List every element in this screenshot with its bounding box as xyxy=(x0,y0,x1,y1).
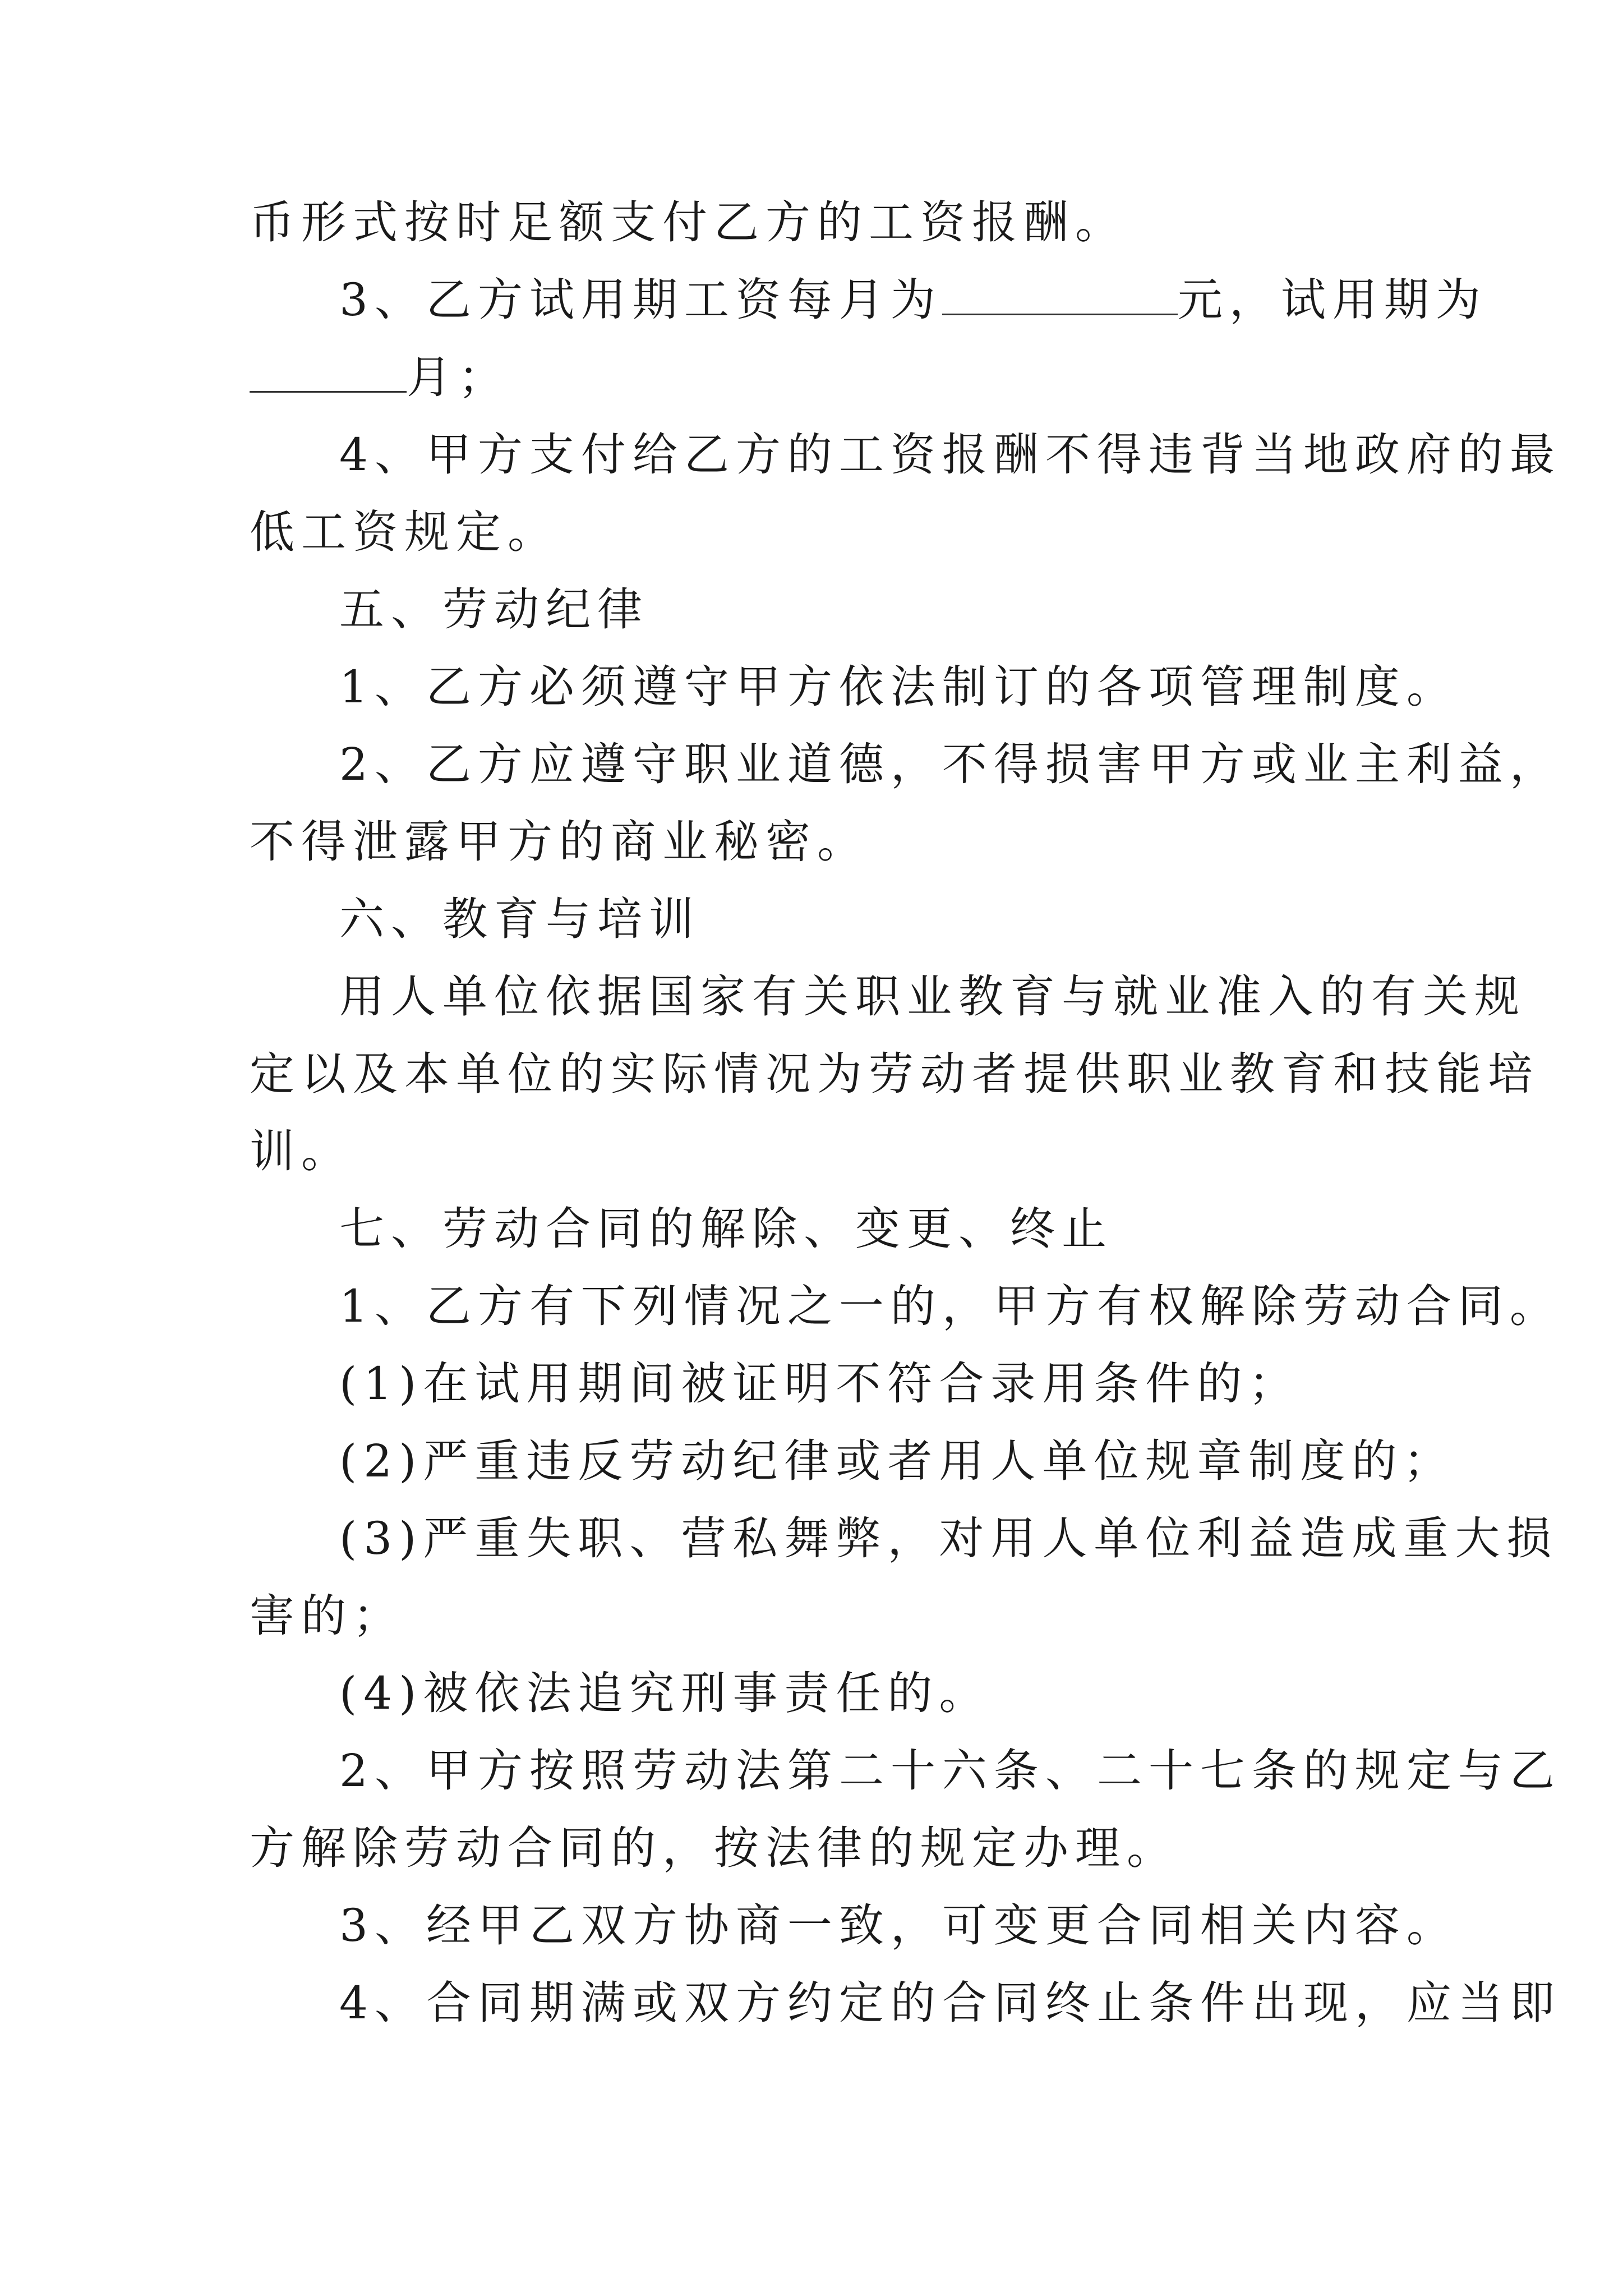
text-line: 害的； xyxy=(250,1590,404,1642)
contract-body xyxy=(250,184,1561,2042)
text-line: 币形式按时足额支付乙方的工资报酬。 xyxy=(250,196,1127,249)
section-heading: 七、劳动合同的解除、变更、终止 xyxy=(339,1203,1113,1255)
text-segment: 月； xyxy=(407,351,510,403)
list-item: (4)被依法追究刑事责任的。 xyxy=(339,1667,991,1719)
probation-wage-blank xyxy=(942,274,1178,315)
text-line: 用人单位依据国家有关职业教育与就业准入的有关规 xyxy=(339,970,1526,1023)
probation-months-line xyxy=(250,339,1388,416)
text-line: 1、乙方必须遵守甲方依法制订的各项管理制度。 xyxy=(339,661,1458,713)
text-line: 低工资规定。 xyxy=(250,506,559,558)
text-line: 定以及本单位的实际情况为劳动者提供职业教育和技能培 xyxy=(250,1048,1539,1100)
text-line: 2、甲方按照劳动法第二十六条、二十七条的规定与乙 xyxy=(339,1745,1561,1797)
text-segment: 元，试用期为 xyxy=(1177,274,1487,326)
list-item: (2)严重违反劳动纪律或者用人单位规章制度的； xyxy=(339,1435,1455,1487)
section-heading: 六、教育与培训 xyxy=(339,893,700,945)
text-line: 3、经甲乙双方协商一致，可变更合同相关内容。 xyxy=(339,1899,1458,1952)
text-line: 方解除劳动合同的，按法律的规定办理。 xyxy=(250,1822,1178,1874)
list-item: (1)在试用期间被证明不符合录用条件的； xyxy=(339,1358,1301,1410)
text-line: 4、合同期满或双方约定的合同终止条件出现，应当即 xyxy=(339,1977,1561,2029)
text-line: 4、甲方支付给乙方的工资报酬不得违背当地政府的最 xyxy=(339,429,1561,481)
text-line: 训。 xyxy=(250,1125,353,1177)
text-line: 不得泄露甲方的商业秘密。 xyxy=(250,816,869,868)
section-heading: 五、劳动纪律 xyxy=(339,583,649,636)
text-line: 1、乙方有下列情况之一的，甲方有权解除劳动合同。 xyxy=(339,1280,1561,1332)
wage-probation-line xyxy=(250,261,1487,339)
text-segment: 3、乙方试用期工资每月为 xyxy=(339,274,942,326)
probation-months-blank xyxy=(250,352,407,393)
text-line: 2、乙方应遵守职业道德，不得损害甲方或业主利益， xyxy=(339,738,1561,790)
list-item: (3)严重失职、营私舞弊，对用人单位利益造成重大损 xyxy=(339,1512,1559,1565)
